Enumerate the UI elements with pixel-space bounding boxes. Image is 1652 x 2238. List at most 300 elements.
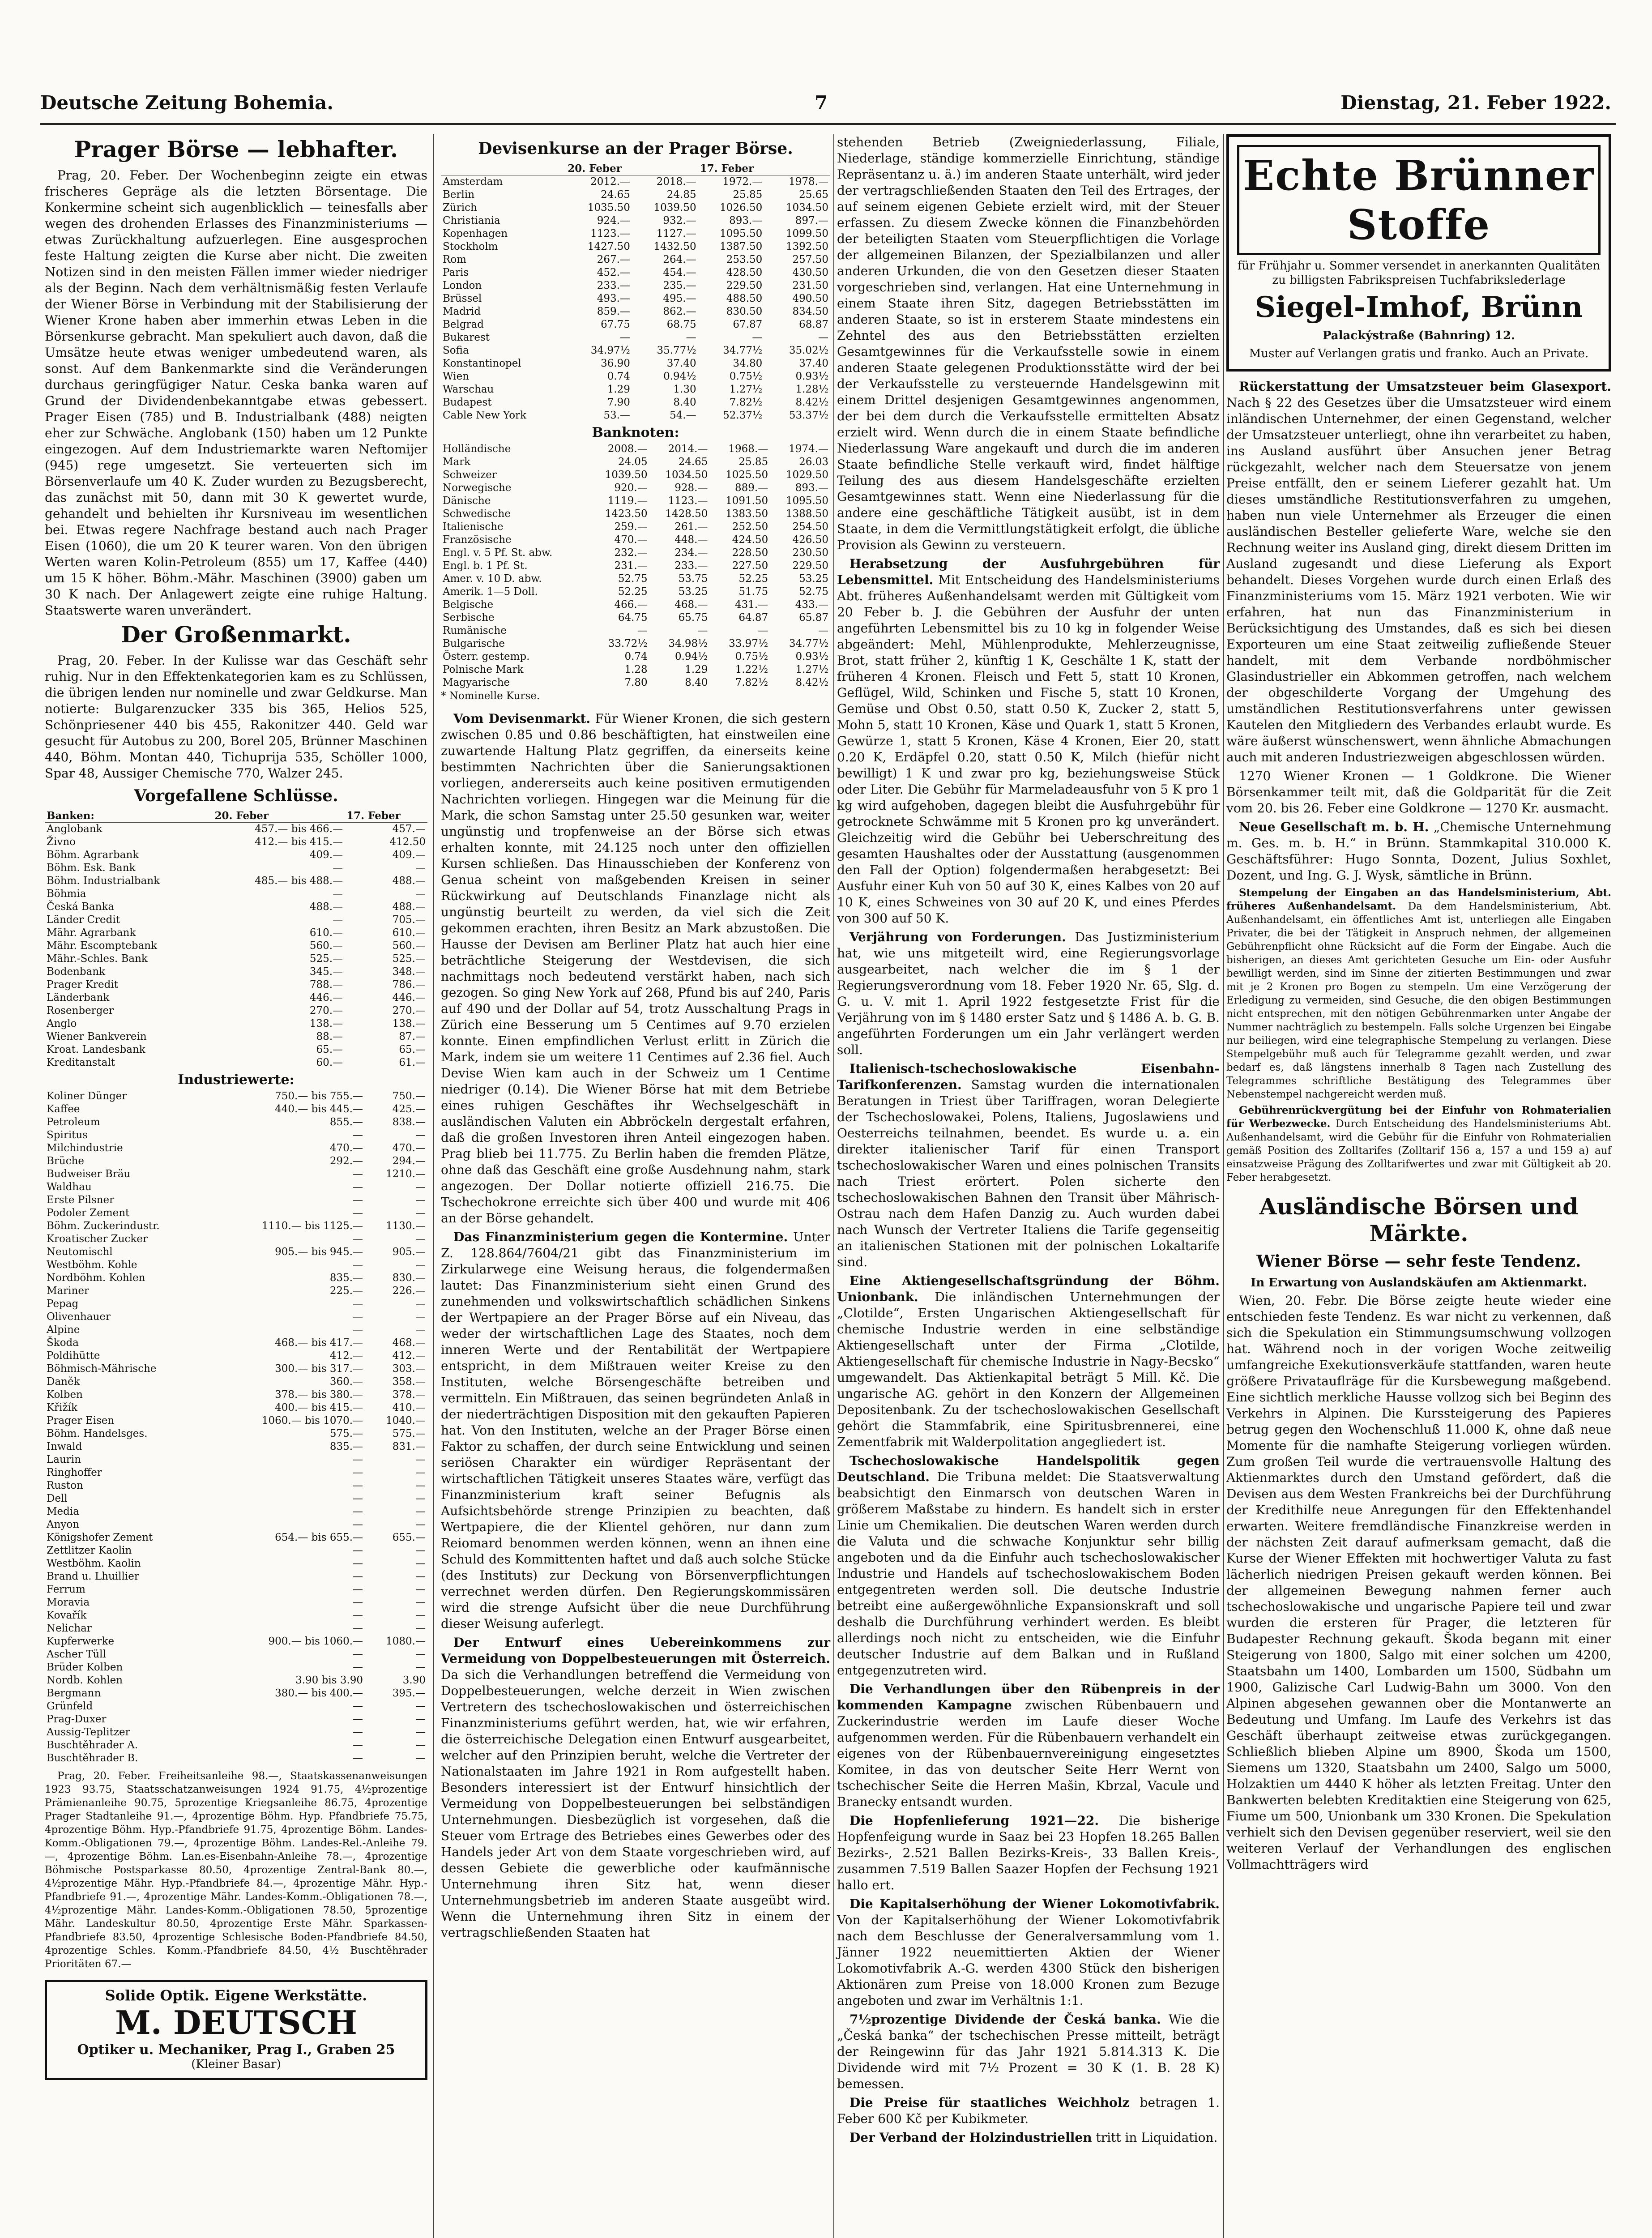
row-value: 233.— — [674, 560, 708, 572]
row-label: Grünfeld — [47, 1700, 93, 1712]
row-value: — — [353, 1558, 363, 1569]
row-label: Brand u. Lhuillier — [47, 1571, 139, 1582]
row-value: — — [415, 1506, 426, 1517]
row-value: 0.94½ — [674, 651, 708, 662]
table-row — [441, 560, 830, 572]
row-value: 834.50 — [792, 306, 828, 317]
row-value: 705.— — [392, 914, 426, 926]
table-row — [441, 585, 830, 598]
column-3 — [837, 134, 1220, 2148]
industry-quotes-table — [45, 1090, 427, 1765]
row-label: Nordböhm. Kohlen — [47, 1272, 145, 1284]
row-value: 225.— — [329, 1285, 363, 1297]
table-row — [441, 443, 830, 456]
row-label: Böhmia — [47, 888, 86, 900]
column-divider — [1223, 134, 1224, 2238]
table-row — [45, 1440, 427, 1453]
row-label: Engl. v. 5 Pf. St. abw. — [443, 547, 553, 559]
row-label: Länder Credit — [47, 914, 120, 926]
table-row — [45, 1155, 427, 1168]
row-label: Dell — [47, 1493, 68, 1504]
row-value: 54.— — [670, 410, 696, 421]
row-label: Bergmann — [47, 1687, 101, 1699]
table-row — [45, 1043, 427, 1056]
row-value: 25.65 — [799, 189, 828, 201]
table-row — [441, 624, 830, 637]
row-label: Inwald — [47, 1441, 82, 1452]
table-header-row — [45, 809, 427, 823]
row-label: Škoda — [47, 1337, 79, 1349]
table-row — [441, 495, 830, 508]
row-value: 1.28½ — [795, 384, 828, 395]
row-label: Ringhoffer — [47, 1467, 102, 1478]
article-body: Da sich die Verhandlungen betreffend die Vermeidung von Doppelbesteuerungen, welche derzeit in Wien zwischen Vertretern des tschechoslowakischen und österreichischen Finanzministeriums geführt werden, hat, wie wir erfahren, die österreichische Delegation einen Entwurf ausgearbeitet, welcher auf den Prinzipien beruht, welche die Vertreter der Nationalstaaten im Jahre 1921 in Rom aufgestellt haben. Besonders interessiert ist der Entwurf hinsichtlich der Vermeidung von Doppelbesteuerungen bei selbständigen Unternehmungen. Diesbezüglich ist vorgesehen, daß die Steuer vom Ertrage des Betriebes eines Gewerbes oder des Handels jeder Art von dem Staate vorgeschrieben wird, auf dessen Gebiete die gewerbliche oder kaufmännische Unternehmung ihren Sitz hat, wenn dieser Unternehmungsbetrieb im anderen Staate ausgeübt wird. Wenn die Unternehmung ihren Sitz in einem der vertragschließenden Staaten hat — [441, 1667, 830, 1940]
row-value: 468.— — [674, 599, 708, 611]
table-row — [441, 240, 830, 253]
row-value: 300.— bis 317.— — [275, 1363, 363, 1375]
article-body: Prag, 20. Feber. Der Wochenbeginn zeigte ein etwas frischeres Gepräge als die letzten Börsentage. Die Konkermine scheint sich augenblicklich — teinesfalls aber wegen des drohenden Erlasses des Finanzministeriums — etwas Zurückhaltung aufzuerlegen. Eine ausgesprochen feste Haltung zeigten die Kurse aber nicht. Die zweiten Notizen sind in den meisten Fällen immer wieder niedriger als der Beginn. Nach dem verhältnismäßig festen Verlaufe der Wiener Börse in Verbindung mit der Stabilisierung der Wiener Krone haben aber immerhin etwas Leben in die Börsenkurse gebracht. Man spekuliert auch davon, daß die Umsätze heute etwas weniger umbedeutend waren, als sonst. Auf dem Bankenmarkte sind die Veränderungen durchaus geringfügiger Natur. Ceska banka waren auf Grund der Dividendenbekanntgabe etwas gebessert. Prager Eisen (785) und B. Industrialbank (488) neigten eher zur Schwäche. Anglobank (150) haben um 12 Punkte eingezogen. Auf dem Industriemarkte waren Neftomijer (945) rege umgesetzt. Sie verteuerten sich im Börsenverlaufe um 40 K. Zuder wurden zu Bezugsberecht, das zunächst mit 50, dann mit 30 K gewertet wurde, gehandelt und behielten ihr Kursniveau im wesentlichen bei. Etwas regere Nachfrage bestand auch nach Prager Eisen (1060), die um 20 K teurer waren. Von den übrigen Werten waren Kolin-Petroleum (855) um 17, Kaffee (440) um 15 K höher. Böhm.-Mähr. Maschinen (3900) gaben um 30 K nach. Der Anlagewert zeigte eine ruhige Haltung. Staatswerte waren unverändert. — [45, 168, 427, 618]
row-value: 1034.50 — [785, 202, 828, 214]
row-value: 855.— — [329, 1116, 363, 1128]
row-value: 495.— — [663, 293, 696, 304]
row-value: 448.— — [674, 534, 708, 546]
row-value: 893.— — [795, 482, 828, 494]
row-value: 33.72½ — [608, 638, 648, 649]
table-row — [441, 201, 830, 214]
row-value: 34.77½ — [723, 345, 763, 356]
row-value: — — [415, 1558, 426, 1569]
table-row — [45, 1713, 427, 1726]
bank-quotes-table — [45, 809, 427, 1069]
row-value: 468.— bis 417.— — [275, 1337, 363, 1349]
row-value: 1978.— — [789, 176, 828, 188]
table-row — [45, 1337, 427, 1350]
row-value: 7.82½ — [729, 397, 763, 408]
row-label: Kopenhagen — [443, 228, 508, 239]
table-row — [45, 1544, 427, 1557]
row-value: 234.— — [674, 547, 708, 559]
row-value: 1423.50 — [605, 508, 648, 520]
row-value: 67.75 — [601, 319, 630, 330]
column-header: 20. Feber — [213, 809, 345, 823]
row-value: 0.75½ — [735, 651, 768, 662]
row-label: Alpine — [47, 1324, 80, 1336]
table-row — [441, 318, 830, 331]
row-value: 1210.— — [386, 1168, 426, 1180]
row-value: 348.— — [392, 966, 426, 978]
row-value: 485.— bis 488.— — [255, 875, 343, 887]
row-label: Pepag — [47, 1298, 79, 1310]
table-row — [45, 1129, 427, 1142]
table-row — [45, 1518, 427, 1531]
table-row — [45, 1030, 427, 1043]
article-body: Das Justizministerium hat, wie uns mitgeteilt wird, eine Regierungsvorlage ausgearbeitet, nach welcher die im § 1 der Regierungsverordnung vom 18. Feber 1920 Nr. 65, Slg. d. G. u. V. mit 1. April 1922 festgesetzte Frist für die Verjährung von im § 1480 erster Satz und § 1486 A. b. G. B. angeführten Forderungen um ein Jahr verlängert werden soll. — [837, 930, 1220, 1057]
row-value: 34.98½ — [668, 638, 708, 649]
row-value: 1130.— — [386, 1220, 426, 1232]
article-subtitle: In Erwartung von Auslandskäufen am Aktienmarkt. — [1251, 1276, 1587, 1290]
currency-rates-table — [441, 162, 830, 422]
row-value: 0.75½ — [729, 371, 763, 382]
row-label: Buschtěhrader B. — [47, 1752, 138, 1764]
row-value: 7.80 — [624, 677, 648, 688]
row-label: Böhm. Esk. Bank — [47, 862, 136, 874]
row-value: — — [353, 1584, 363, 1595]
table-row — [45, 1272, 427, 1285]
row-value: 830.50 — [726, 306, 763, 317]
row-value: — — [353, 1700, 363, 1712]
row-value: 900.— bis 1060.— — [268, 1636, 363, 1647]
row-value: 52.75 — [799, 586, 828, 598]
article-title: Tschechoslowakische Handelspolitik gegen Deutschland. — [837, 1453, 1220, 1484]
row-label: Česká Banka — [47, 901, 115, 913]
table-row — [45, 1726, 427, 1739]
row-value: 786.— — [392, 979, 426, 991]
row-value: 1972.— — [722, 176, 763, 188]
row-label: Böhm. Agrarbank — [47, 849, 139, 861]
row-value: 254.50 — [792, 521, 828, 533]
row-value: — — [619, 332, 630, 343]
row-label: Westböhm. Kohle — [47, 1259, 137, 1271]
row-value: 88.— — [316, 1031, 343, 1042]
table-row — [45, 1056, 427, 1069]
table-row — [45, 1635, 427, 1648]
article-title: Prager Börse — lebhafter. — [74, 136, 398, 162]
row-value: — — [415, 1311, 426, 1323]
row-value: 378.— — [392, 1389, 426, 1401]
article-body: Von der Kapitalserhöhung der Wiener Lokomotivfabrik nach dem Beschlusse der Generalversammlung vom 1. Jänner 1922 neuemittierten Aktien der Wiener Lokomotivfabrik A.-G. werden 4300 Stück den bisherigen Aktionären zum Preise von 18.000 Kronen zum Bezuge angeboten und zwar im Verhältnis 1:1. — [837, 1913, 1220, 2008]
table-row — [441, 188, 830, 201]
table-row — [441, 482, 830, 495]
table-row — [45, 1596, 427, 1609]
table-row — [441, 547, 830, 560]
row-value: 1.22½ — [735, 664, 768, 675]
table-row — [45, 1220, 427, 1233]
row-value: — — [415, 1194, 426, 1206]
row-value: — — [415, 1467, 426, 1478]
column-header: Banken: — [45, 809, 213, 823]
row-value: 466.— — [614, 599, 648, 611]
row-label: Serbische — [443, 612, 495, 624]
article-body: Mit Entscheidung des Handelsministeriums Abt. früheres Außenhandelsamt werden mit Gültigkeit vom 20 Feber b. J. die Gebühren der Ausfuhr der unten angeführten Lebensmittel bis zu 10 kg in folgender Weise abgeändert: Mehl, Mühlenprodukte, Mehlerzeugnisse, Brot, statt früher 2, künftig 1 K, Geschälte 1 K, statt der früheren 4 Kronen. Fleisch und Fett 5, statt 10 Kronen, Geflügel, Wild, Schinken und Fische 5, statt 10 Kronen, Gemüse und Obst 0.50, statt 0.50 K, Zucker 2, statt 5, Mohn 5, statt 10 Kronen, Käse und Quark 1, statt 5 Kronen, Gewürze 1, statt 5 Kronen, Käse 4 Kronen, Eier 20, statt 0.20 K, Erdäpfel 0.20, statt 0.50 K, Milch (hiefür nicht bewilligt) 1 K und zwar pro kg, beziehungsweise Stück oder Liter. Die Gebühr für Marmeladeausfuhr von 5 K pro 1 kg wird aufgehoben, dagegen bleibt die Ausfuhrgebühr für getrocknete Schwämme mit 5 Kronen pro kg unverändert. Gleichzeitig wird die Gebühr bei Ueberschreitung des gesamten Haushaltes oder der Ausstattung (ausgenommen den Fall der Option) folgendermaßen herabgesetzt: Bei Ausfuhr einer Kuh von 50 auf 30 K, eines Kalbes von 20 auf 10 K, eines Schweines von 30 auf 20 K, und eines Pferdes von 300 auf 50 K. — [837, 572, 1220, 926]
table-row — [441, 383, 830, 396]
issue-date: Dienstag, 21. Feber 1922. — [1340, 92, 1611, 114]
row-label: Ferrum — [47, 1584, 85, 1595]
row-value: 457.— — [392, 823, 426, 835]
article-title: Herabsetzung der Ausfuhrgebühren für Lebensmittel. — [837, 556, 1220, 587]
row-value: 0.94½ — [663, 371, 696, 382]
row-label: Kroat. Landesbank — [47, 1044, 145, 1055]
row-value: 53.75 — [678, 573, 708, 585]
row-value: 1387.50 — [720, 241, 763, 252]
row-value: 1119.— — [607, 495, 648, 507]
row-label: Mähr.-Schles. Bank — [47, 953, 148, 965]
row-label: Rom — [443, 254, 466, 265]
section-subtitle: Industriewerte: — [178, 1072, 295, 1088]
article-title: Wiener Börse — sehr feste Tendenz. — [1256, 1252, 1581, 1271]
article-body: Durch Entscheidung des Handelsministeriums Abt. Außenhandelsamt, wird die Gebühr für die Einfuhr von Rohmaterialien gemäß Position des Zolltarifes (Zolltarif 156 a, 157 a und 159 a) auf einsatzweise Prägung des Zolltarifwertes und zwar mit Gültigkeit ab 20. Feber herabgesetzt. — [1226, 1118, 1611, 1183]
row-value: 360.— — [329, 1376, 363, 1388]
row-value: 380.— bis 400.— — [275, 1687, 363, 1699]
row-value: 932.— — [663, 215, 696, 226]
table-row — [45, 1233, 427, 1246]
header-rule — [40, 123, 1616, 125]
row-value: — — [415, 1752, 426, 1764]
row-value: 788.— — [309, 979, 343, 991]
row-value: — — [353, 1623, 363, 1634]
row-value: 410.— — [392, 1402, 426, 1414]
row-value: 431.— — [734, 599, 768, 611]
row-value: — — [415, 1597, 426, 1608]
row-value: 1392.50 — [785, 241, 828, 252]
table-row — [45, 1181, 427, 1194]
table-row — [441, 305, 830, 318]
row-value: 433.— — [795, 599, 828, 611]
row-value: — — [353, 1493, 363, 1504]
row-value: 51.75 — [738, 586, 768, 598]
row-value: — — [415, 1519, 426, 1530]
row-value: 24.65 — [678, 456, 708, 468]
row-value: 270.— — [309, 1005, 343, 1016]
row-value: 259.— — [614, 521, 648, 533]
table-row — [441, 508, 830, 521]
table-row — [45, 823, 427, 836]
row-value: 1123.— — [668, 495, 708, 507]
row-label: Brüche — [47, 1155, 85, 1167]
row-value: 831.— — [392, 1441, 426, 1452]
row-value: 87.— — [399, 1031, 426, 1042]
row-value: — — [415, 1739, 426, 1751]
row-value: 65.— — [316, 1044, 343, 1055]
row-value: — — [697, 625, 708, 636]
article-title: Das Finanzministerium gegen die Kontermine. — [453, 1230, 788, 1244]
row-value: 400.— bis 415.— — [275, 1402, 363, 1414]
row-label: Kovařík — [47, 1610, 87, 1621]
row-label: Erste Pilsner — [47, 1194, 115, 1206]
row-value: 345.— — [309, 966, 343, 978]
row-value: — — [415, 1700, 426, 1712]
row-label: Böhmisch-Mährische — [47, 1363, 157, 1375]
article-body: stehenden Betrieb (Zweigniederlassung, Filiale, Niederlage, ständige kommerzielle Einrichtung, ständige Repräsentanz u. ä.) im anderen Staate unterhält, wird jeder der vertragschließenden Staaten den Teil des Ertrages, der auf seinem eigenen Gebiete erzielt wird, mit der Steuer erfassen. Zu diesem Zwecke können die Finanzbehörden der beteiligten Staaten vom Steuerpflichtigen die Vorlage der allgemeinen Bilanzen, der Spezialbilanzen und aller anderen Urkunden, die von den Gesetzen dieser Staaten vorgeschrieben sind, verlangen. Hat eine Unternehmung in einem Staate ihren Sitz, dagegen Betriebsstätten im anderen Staate, so ist in ersterem Staate mindestens ein Zehntel des aus den Betriebsstätten erzielten Gesamtgewinnes für die Verkaufsstelle sowie in einem anderen Staate gelegenen Produktionsstätte wird der bei der Verkaufsstelle zu versteuernde Handelsgewinn mit einem Drittel desjenigen Gesamtgewinnes angenommen, der bei dem durch die Verkaufsstelle ermittelten Absatz erzielt wird. Wenn durch die in einem Staate befindliche Niederlassung Ware angekauft und durch die im anderen Staate befindliche Stelle verkauft wird, findet hälftige Teilung des aus diesem Handelsgeschäfte erzielten Gesamtgewinnes statt. Wenn eine Niederlassung für die andere eine geschäftliche Tätigkeit ausübt, ist in dem Staate, in dem die Vermittlungstätigkeit erfolgt, die übliche Provision als Gewinn zu versteuern. — [837, 135, 1220, 552]
row-value: 1127.— — [656, 228, 696, 239]
row-label: Ascher Tüll — [47, 1649, 106, 1660]
row-value: 1.29 — [607, 384, 630, 395]
row-label: Madrid — [443, 306, 481, 317]
ad-footnote: Muster auf Verlangen gratis und franko. Auch an Private. — [1249, 347, 1589, 360]
row-value: — — [415, 1181, 426, 1193]
row-value: 229.50 — [726, 280, 763, 291]
row-value: — — [415, 888, 426, 900]
row-value: 52.37½ — [723, 410, 763, 421]
table-row — [441, 611, 830, 624]
row-value: 488.50 — [726, 293, 763, 304]
row-value: 35.77½ — [657, 345, 696, 356]
article-body: Die inländischen Unternehmungen der „Clotilde“, Ersten Ungarischen Aktiengesellschaft für chemische Industrie werden in eine selbständige Aktiengesellschaft unter der Firma „Clotilde, Aktiengesellschaft für chemische Industrie in Nagy-Becsko“ umgewandelt. Das Aktienkapital beträgt 5 Mill. Kč. Die ungarische AG. gehört in den Konzern der Allgemeinen Depositenbank. Zu der tschechoslowakischen Gesellschaft gehört die Stammfabrik, eine Spiritusbrennerei, eine Zementfabrik mit Walderpolitation angegliedert ist. — [837, 1290, 1220, 1449]
row-value: — — [353, 1519, 363, 1530]
article-body: betragen 1. Feber 600 Kč per Kubikmeter. — [837, 2095, 1220, 2126]
table-row — [441, 521, 830, 534]
table-row — [45, 1648, 427, 1661]
table-row — [45, 836, 427, 849]
row-label: Brüder Kolben — [47, 1661, 123, 1673]
row-value: 138.— — [392, 1018, 426, 1029]
row-value: — — [353, 1168, 363, 1180]
row-value: — — [415, 1571, 426, 1582]
table-row — [45, 914, 427, 927]
row-value: 424.50 — [732, 534, 768, 546]
column-divider — [833, 134, 834, 2238]
row-value: 1110.— bis 1125.— — [261, 1220, 363, 1232]
row-value: 1383.50 — [726, 508, 768, 520]
row-label: Sofia — [443, 345, 469, 356]
row-value: — — [353, 1649, 363, 1660]
table-row — [45, 927, 427, 940]
row-value: — — [353, 1610, 363, 1621]
table-row — [441, 469, 830, 482]
row-value: 229.50 — [792, 560, 828, 572]
row-value: 267.— — [597, 254, 630, 265]
row-label: Kolben — [47, 1389, 83, 1401]
row-label: Amerik. 1—5 Doll. — [443, 586, 538, 598]
row-value: 1095.50 — [720, 228, 763, 239]
table-row — [441, 456, 830, 469]
row-label: Wien — [443, 371, 470, 382]
ad-address: Optiker u. Mechaniker, Prag I., Graben 25 — [77, 2042, 395, 2058]
ad-address: Palackýstraße (Bahnring) 12. — [1322, 329, 1515, 342]
row-value: — — [415, 1129, 426, 1141]
table-row — [441, 663, 830, 676]
row-value: 294.— — [392, 1155, 426, 1167]
article-title: Die Kapitalserhöhung der Wiener Lokomotivfabrik. — [849, 1896, 1220, 1911]
row-value: 862.— — [663, 306, 696, 317]
column-header: 17. Feber — [345, 809, 427, 823]
advertisement-bruenner-stoffe — [1226, 134, 1611, 372]
table-row — [441, 227, 830, 240]
ad-tagline: Solide Optik. Eigene Werkstätte. — [105, 1987, 367, 2004]
table-row — [45, 1168, 427, 1181]
row-value: 7.90 — [607, 397, 630, 408]
table-row — [45, 1739, 427, 1752]
table-row — [45, 1388, 427, 1401]
row-value: 227.50 — [732, 560, 768, 572]
article-title: Die Verhandlungen über den Rübenpreis in der kommenden Kampagne — [837, 1682, 1220, 1713]
row-value: 8.40 — [685, 677, 708, 688]
row-value: 1.27½ — [729, 384, 763, 395]
row-label: Moravia — [47, 1597, 90, 1608]
row-value: 1.30 — [673, 384, 696, 395]
row-label: Mähr. Agrarbank — [47, 927, 136, 939]
row-label: Bukarest — [443, 332, 490, 343]
article-body: Prag, 20. Feber. In der Kulisse war das Geschäft sehr ruhig. Nur in den Effektenkategorien kam es zu Schlüssen, die übrigen lenden nur nominelle und zwar Geldkurse. Man notierte: Bulgarenzucker 335 bis 365, Helios 525, Schönpriesener 440 bis 455, Rakonitzer 440. Geld war gesucht für Autobus zu 200, Borel 205, Brünner Maschinen 440, Böhm. Montan 440, Tichuprija 535, Schöller 1000, Spar 48, Aussiger Chemische 770, Walzer 245. — [45, 653, 427, 781]
table-row — [45, 991, 427, 1004]
row-value: 893.— — [729, 215, 763, 226]
row-value: 493.— — [597, 293, 630, 304]
row-value: 575.— — [329, 1428, 363, 1439]
table-row — [441, 344, 830, 357]
row-value: 1025.50 — [726, 469, 768, 481]
row-value: 25.85 — [738, 456, 768, 468]
table-row — [45, 1492, 427, 1505]
row-value: 426.50 — [792, 534, 828, 546]
page-number: 7 — [815, 92, 828, 114]
table-row — [441, 650, 830, 663]
column-4 — [1226, 134, 1611, 1875]
row-value: 525.— — [392, 953, 426, 965]
row-value: — — [353, 1713, 363, 1725]
column-divider — [433, 134, 434, 2238]
row-value: 395.— — [392, 1687, 426, 1699]
row-value: 838.— — [392, 1116, 426, 1128]
row-value: 37.40 — [799, 358, 828, 369]
article-title: Verjährung von Forderungen. — [849, 930, 1066, 944]
table-row — [45, 1583, 427, 1596]
row-value: 560.— — [309, 940, 343, 952]
row-value: 253.50 — [726, 254, 763, 265]
row-value: 488.— — [309, 901, 343, 913]
table-row — [45, 1116, 427, 1129]
article-title: Neue Gesellschaft m. b. H. — [1239, 820, 1429, 834]
row-value: — — [353, 1194, 363, 1206]
row-label: Aussig-Teplitzer — [47, 1726, 130, 1738]
section-subtitle: Banknoten: — [592, 425, 679, 440]
article-body: „Chemische Unternehmung m. Ges. m. b. H.“ in Brünn. Stammkapital 310.000 K. Geschäftsführer: Hugo Sonnta, Dozent, Julius Soxhlet, Dozent, und Ing. G. J. Wysk, sämtliche in Brünn. — [1226, 820, 1611, 883]
column-1 — [45, 134, 427, 2080]
row-value: 230.50 — [792, 547, 828, 559]
row-label: Belgische — [443, 599, 494, 611]
table-row — [45, 1414, 427, 1427]
row-label: Anyon — [47, 1519, 80, 1530]
row-value: 67.87 — [733, 319, 763, 330]
row-value: 303.— — [392, 1363, 426, 1375]
article-title: 7½prozentige Dividende der Česká banka. — [849, 2012, 1161, 2027]
row-value: 412.— — [329, 1350, 363, 1362]
row-value: 68.75 — [666, 319, 696, 330]
row-value: 610.— — [309, 927, 343, 939]
row-label: Schwedische — [443, 508, 511, 520]
row-value: — — [333, 862, 343, 874]
row-value: 452.— — [597, 267, 630, 278]
row-label: Neutomischl — [47, 1246, 113, 1258]
row-value: 64.75 — [618, 612, 648, 624]
row-value: 53.25 — [799, 573, 828, 585]
row-label: Milchindustrie — [47, 1142, 123, 1154]
table-row — [441, 534, 830, 547]
article-body: Da dem Handelsministerium, Abt. Außenhandelsamt, ein öffentliches Amt ist, unterliegen alle Eingaben Privater, die bei der Tätigkeit in Anspruch nehmen, der allgemeinen Gebührenpflicht ohne Rücksicht auf die Form der Eingabe. Auch die bisherigen, an dieses Amt gerichteten Gesuche um Ein- oder Ausfuhr bewilligt werden, sind im Sinne der zitierten Bestimmungen und zwar mit je 2 Kronen pro Bogen zu stempeln. Um eine Verzögerung der Erledigung zu vermeiden, sind Gesuche, die den obigen Bestimmungen nicht entsprechen, mit den nötigen Gebührenmarken unter Angabe der Nummer nachträglich zu bestempeln. Falls solche Urgenzen bei Eingabe nur beiliegen, wird eine telegraphische Stempelung zu verlangen. Diese Stempelgebühr muß auch für Telegramme gezahlt werden, und zwar bedarf es, daß längstens innerhalb 8 Tagen nach Zustellung des Telegrammes schriftliche Bestätigung des Telegrammes über Nebenstempel nachgereicht werden muß. — [1226, 901, 1611, 1100]
row-value: 7.82½ — [735, 677, 768, 688]
row-value: 905.— — [392, 1246, 426, 1258]
row-value: — — [353, 1726, 363, 1738]
row-label: Kupferwerke — [47, 1636, 115, 1647]
row-label: Österr. gestemp. — [443, 651, 530, 662]
table-row — [45, 1362, 427, 1375]
row-label: Media — [47, 1506, 79, 1517]
row-value: 1.27½ — [795, 664, 828, 675]
row-label: Bulgarische — [443, 638, 505, 649]
row-label: Spiritus — [47, 1129, 88, 1141]
row-value: 25.85 — [733, 189, 763, 201]
row-value: 1029.50 — [785, 469, 828, 481]
row-value: 34.80 — [733, 358, 763, 369]
row-value: — — [353, 1739, 363, 1751]
table-row — [441, 266, 830, 279]
row-value: 0.74 — [607, 371, 630, 382]
row-value: 270.— — [392, 1005, 426, 1016]
row-value: 412.— — [392, 1350, 426, 1362]
row-value: — — [415, 1233, 426, 1245]
row-value: 252.50 — [732, 521, 768, 533]
row-value: 231.— — [614, 560, 648, 572]
row-value: 490.50 — [792, 293, 828, 304]
table-row — [45, 1700, 427, 1713]
